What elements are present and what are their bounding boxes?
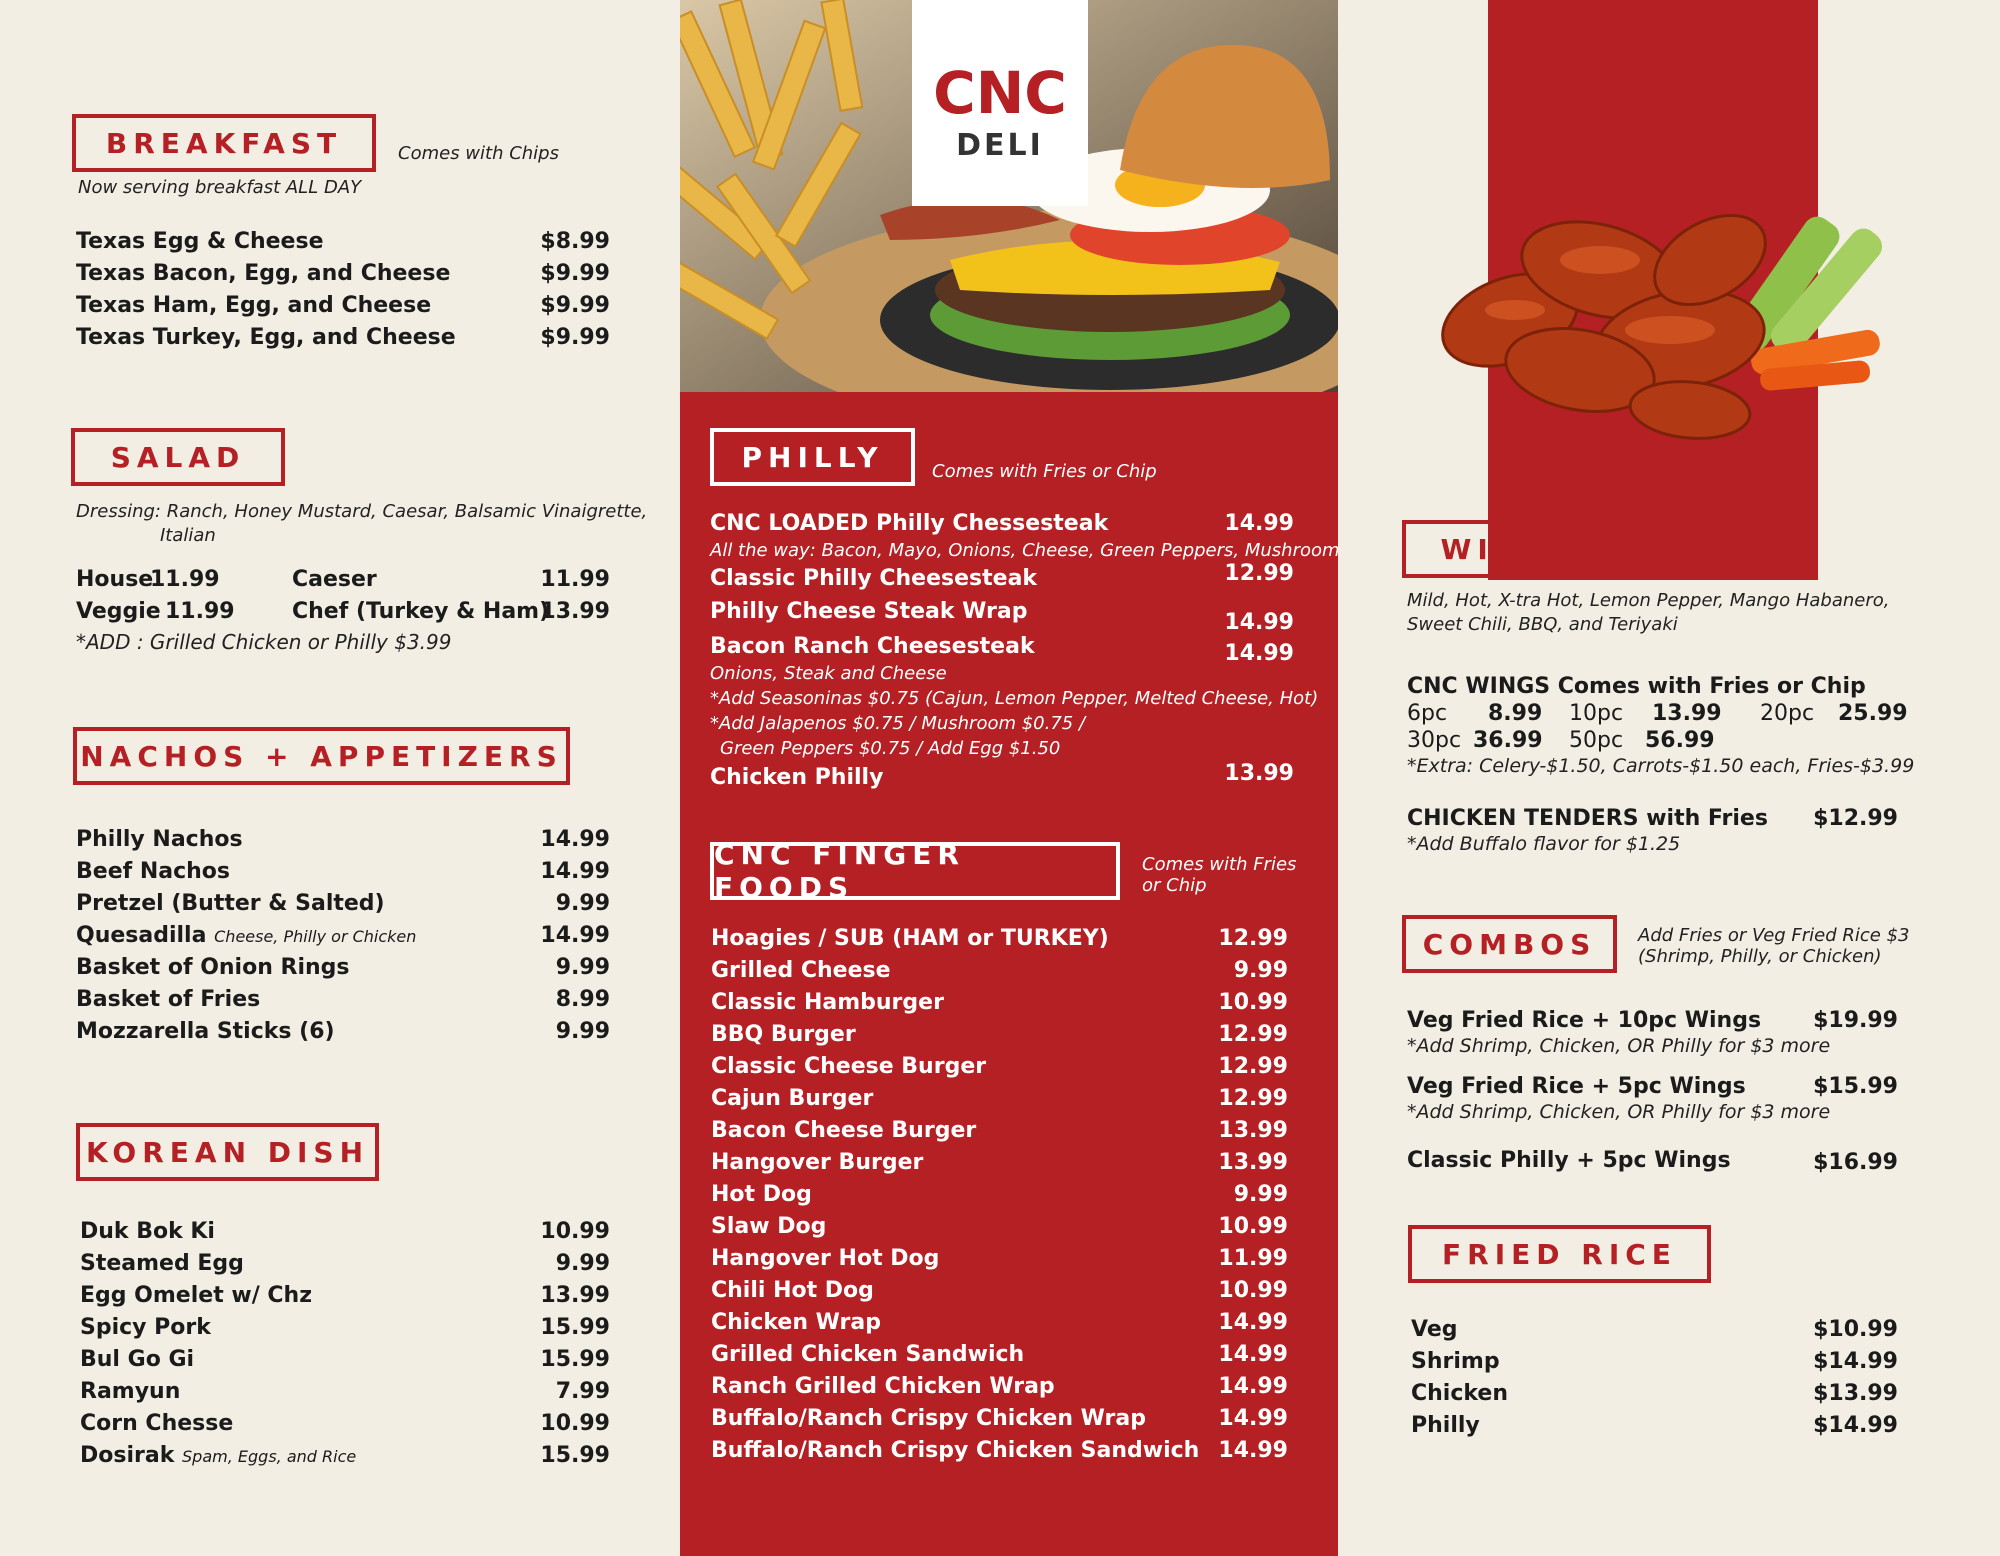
philly-loaded-desc: All the way: Bacon, Mayo, Onions, Cheese, Green Peppers, Mushroom — [710, 540, 1340, 561]
nachos-item-price: 14.99 — [540, 859, 610, 884]
philly-item-name: Philly Cheese Steak Wrap — [710, 599, 1028, 624]
finger-item-price: 14.99 — [1218, 1310, 1288, 1335]
combo-item-name: Classic Philly + 5pc Wings — [1407, 1148, 1731, 1173]
philly-item-price: 12.99 — [1224, 561, 1294, 586]
combo-item-note: *Add Shrimp, Chicken, OR Philly for $3 more — [1407, 1101, 1831, 1123]
finger-item-name: Classic Cheese Burger — [711, 1054, 987, 1079]
finger-item-price: 11.99 — [1218, 1246, 1288, 1271]
finger-foods-title: CNC FINGER FOODS — [710, 842, 1120, 900]
finger-item-price: 13.99 — [1218, 1150, 1288, 1175]
combos-note-cont: (Shrimp, Philly, or Chicken) — [1638, 946, 1882, 967]
nachos-item-price: 14.99 — [540, 827, 610, 852]
fried-rice-item-name: Shrimp — [1411, 1349, 1500, 1374]
salad-title: SALAD — [71, 428, 285, 486]
finger-item-price: 12.99 — [1218, 1022, 1288, 1047]
finger-item-price: 14.99 — [1218, 1438, 1288, 1463]
salad-add-note: *ADD : Grilled Chicken or Philly $3.99 — [76, 630, 452, 654]
wings-title: WINGS — [1402, 520, 1617, 578]
salad-item-name: Caeser — [292, 567, 377, 592]
korean-item-name: Ramyun — [80, 1379, 181, 1404]
finger-item-name: Hot Dog — [711, 1182, 812, 1207]
korean-item-name: Duk Bok Ki — [80, 1219, 215, 1244]
wings-count-price: 36.99 — [1473, 728, 1543, 753]
korean-title: KOREAN DISH — [76, 1123, 379, 1181]
finger-item-price: 12.99 — [1218, 1086, 1288, 1111]
nachos-title: NACHOS + APPETIZERS — [73, 727, 570, 785]
wings-flavors-cont: Sweet Chili, BBQ, and Teriyaki — [1407, 614, 1678, 635]
finger-item-name: Bacon Cheese Burger — [711, 1118, 977, 1143]
korean-item-price: 15.99 — [540, 1347, 610, 1372]
fried-rice-item-name: Chicken — [1411, 1381, 1509, 1406]
wings-count: 50pc — [1569, 728, 1624, 753]
finger-item-name: Slaw Dog — [711, 1214, 827, 1239]
nachos-item-name: Beef Nachos — [76, 859, 231, 884]
finger-item-price: 10.99 — [1218, 1278, 1288, 1303]
wings-count-price: 56.99 — [1645, 728, 1715, 753]
korean-item-desc: Spam, Eggs, and Rice — [182, 1447, 357, 1466]
korean-item-price: 13.99 — [540, 1283, 610, 1308]
finger-item-price: 10.99 — [1218, 1214, 1288, 1239]
finger-item-name: Cajun Burger — [711, 1086, 874, 1111]
breakfast-item-price: $9.99 — [540, 325, 610, 350]
finger-item-name: Hoagies / SUB (HAM or TURKEY) — [711, 926, 1109, 951]
finger-item-name: Buffalo/Ranch Crispy Chicken Sandwich — [711, 1438, 1200, 1463]
fried-rice-item-name: Veg — [1411, 1317, 1458, 1342]
combo-item-price: $19.99 — [1813, 1008, 1898, 1033]
korean-item-price: 15.99 — [540, 1315, 610, 1340]
fried-rice-item-name: Philly — [1411, 1413, 1480, 1438]
breakfast-item-price: $9.99 — [540, 261, 610, 286]
nachos-item-desc: Cheese, Philly or Chicken — [214, 927, 417, 946]
finger-item-name: Chili Hot Dog — [711, 1278, 874, 1303]
salad-item-price: 13.99 — [540, 599, 610, 624]
chicken-tenders-price: $12.99 — [1813, 806, 1898, 831]
korean-item-price: 7.99 — [555, 1379, 610, 1404]
philly-item-price: 14.99 — [1224, 511, 1294, 536]
nachos-item-price: 9.99 — [555, 1019, 610, 1044]
philly-item-name: CNC LOADED Philly Chessesteak — [710, 511, 1109, 536]
korean-item-price: 10.99 — [540, 1411, 610, 1436]
wings-count-price: 8.99 — [1488, 701, 1543, 726]
salad-dressing-cont: Italian — [160, 525, 216, 546]
breakfast-item-price: $9.99 — [540, 293, 610, 318]
finger-item-price: 9.99 — [1233, 958, 1288, 983]
nachos-item-name: Mozzarella Sticks (6) — [76, 1019, 335, 1044]
philly-add-note: *Add Seasoninas $0.75 (Cajun, Lemon Pepper, Melted Cheese, Hot) — [710, 688, 1319, 709]
philly-bacon-desc: Onions, Steak and Cheese — [710, 663, 947, 684]
nachos-item-name: Philly Nachos — [76, 827, 243, 852]
finger-item-name: Hangover Burger — [711, 1150, 924, 1175]
finger-item-price: 12.99 — [1218, 926, 1288, 951]
nachos-item-price: 9.99 — [555, 891, 610, 916]
wings-photo — [1400, 140, 1900, 450]
wings-count: 6pc — [1407, 701, 1448, 726]
wings-count: 10pc — [1569, 701, 1624, 726]
finger-item-name: Buffalo/Ranch Crispy Chicken Wrap — [711, 1406, 1146, 1431]
finger-item-name: Hangover Hot Dog — [711, 1246, 940, 1271]
fried-rice-item-price: $14.99 — [1813, 1349, 1898, 1374]
wings-count: 20pc — [1760, 701, 1815, 726]
breakfast-item-name: Texas Bacon, Egg, and Cheese — [76, 261, 451, 286]
finger-item-name: Classic Hamburger — [711, 990, 944, 1015]
breakfast-title: BREAKFAST — [72, 114, 376, 172]
wings-count-price: 13.99 — [1652, 701, 1722, 726]
breakfast-item-name: Texas Ham, Egg, and Cheese — [76, 293, 432, 318]
nachos-item-name: Basket of Onion Rings — [76, 955, 350, 980]
finger-item-price: 9.99 — [1233, 1182, 1288, 1207]
finger-comes-with: Comes with Fries — [1142, 854, 1297, 875]
philly-add-note: Green Peppers $0.75 / Add Egg $1.50 — [720, 738, 1061, 759]
logo-box — [912, 0, 1088, 206]
wings-flavors: Mild, Hot, X-tra Hot, Lemon Pepper, Mango Habanero, — [1407, 590, 1890, 611]
korean-item-name: Egg Omelet w/ Chz — [80, 1283, 312, 1308]
salad-item-name: House — [76, 567, 154, 592]
nachos-item-price: 9.99 — [555, 955, 610, 980]
finger-item-name: BBQ Burger — [711, 1022, 856, 1047]
korean-item-name-text: Dosirak — [80, 1443, 175, 1468]
finger-item-price: 12.99 — [1218, 1054, 1288, 1079]
combo-item-price: $16.99 — [1813, 1150, 1898, 1175]
philly-comes-with: Comes with Fries or Chip — [932, 461, 1157, 482]
korean-item-price: 10.99 — [540, 1219, 610, 1244]
finger-item-name: Grilled Chicken Sandwich — [711, 1342, 1025, 1367]
nachos-item-price: 14.99 — [540, 923, 610, 948]
finger-item-price: 10.99 — [1218, 990, 1288, 1015]
korean-item-name: Spicy Pork — [80, 1315, 211, 1340]
salad-item-price: 11.99 — [540, 567, 610, 592]
philly-item-name: Chicken Philly — [710, 765, 884, 790]
salad-item-name: Veggie — [76, 599, 161, 624]
philly-add-note: *Add Jalapenos $0.75 / Mushroom $0.75 / — [710, 713, 1086, 734]
korean-item-name: Steamed Egg — [80, 1251, 244, 1276]
nachos-item-name: Basket of Fries — [76, 987, 261, 1012]
korean-item-name: Corn Chesse — [80, 1411, 234, 1436]
breakfast-item-price: $8.99 — [540, 229, 610, 254]
philly-item-name: Classic Philly Cheesesteak — [710, 566, 1038, 591]
chicken-tenders-note: *Add Buffalo flavor for $1.25 — [1407, 833, 1681, 855]
finger-item-price: 14.99 — [1218, 1342, 1288, 1367]
finger-item-price: 14.99 — [1218, 1406, 1288, 1431]
fried-rice-item-price: $10.99 — [1813, 1317, 1898, 1342]
fried-rice-item-price: $14.99 — [1813, 1413, 1898, 1438]
philly-item-price: 14.99 — [1224, 610, 1294, 635]
korean-item-price: 15.99 — [540, 1443, 610, 1468]
cnc-wings-heading: CNC WINGS Comes with Fries or Chip — [1407, 674, 1866, 699]
fried-rice-title: FRIED RICE — [1408, 1225, 1711, 1283]
logo-name: CNC — [933, 58, 1067, 127]
salad-item-price: 11.99 — [150, 567, 220, 592]
korean-item-name: Bul Go Gi — [80, 1347, 195, 1372]
korean-item-price: 9.99 — [555, 1251, 610, 1276]
breakfast-item-name: Texas Turkey, Egg, and Cheese — [76, 325, 456, 350]
combo-item-name: Veg Fried Rice + 10pc Wings — [1407, 1008, 1762, 1033]
finger-item-name: Ranch Grilled Chicken Wrap — [711, 1374, 1055, 1399]
philly-item-price: 14.99 — [1224, 641, 1294, 666]
wings-image — [1400, 140, 1900, 450]
salad-item-price: 11.99 — [165, 599, 235, 624]
breakfast-comes-with: Comes with Chips — [398, 143, 559, 164]
combos-title: COMBOS — [1402, 915, 1617, 973]
combo-item-name: Veg Fried Rice + 5pc Wings — [1407, 1074, 1746, 1099]
finger-item-name: Chicken Wrap — [711, 1310, 881, 1335]
chicken-tenders-name: CHICKEN TENDERS with Fries — [1407, 806, 1768, 831]
fried-rice-item-price: $13.99 — [1813, 1381, 1898, 1406]
logo-subtitle: DELI — [956, 127, 1044, 163]
wings-count: 30pc — [1407, 728, 1462, 753]
nachos-item-name: Pretzel (Butter & Salted) — [76, 891, 385, 916]
combos-note: Add Fries or Veg Fried Rice $3 — [1638, 925, 1910, 946]
philly-title: PHILLY — [710, 428, 915, 486]
philly-item-name: Bacon Ranch Cheesesteak — [710, 634, 1035, 659]
breakfast-item-name: Texas Egg & Cheese — [76, 229, 324, 254]
finger-item-price: 14.99 — [1218, 1374, 1288, 1399]
philly-item-price: 13.99 — [1224, 761, 1294, 786]
combo-item-price: $15.99 — [1813, 1074, 1898, 1099]
nachos-item-name-text: Quesadilla — [76, 923, 207, 948]
finger-comes-with-cont: or Chip — [1142, 875, 1207, 896]
breakfast-note: Now serving breakfast ALL DAY — [78, 177, 362, 198]
finger-item-name: Grilled Cheese — [711, 958, 891, 983]
nachos-item-price: 8.99 — [555, 987, 610, 1012]
korean-item-name — [80, 1443, 356, 1468]
wings-extra-note: *Extra: Celery-$1.50, Carrots-$1.50 each, Fries-$3.99 — [1407, 755, 1915, 777]
nachos-item-name — [76, 923, 416, 948]
salad-dressing: Dressing: Ranch, Honey Mustard, Caesar, Balsamic Vinaigrette, — [76, 501, 648, 522]
combo-item-note: *Add Shrimp, Chicken, OR Philly for $3 more — [1407, 1035, 1831, 1057]
salad-item-name: Chef (Turkey & Ham) — [292, 599, 550, 624]
finger-item-price: 13.99 — [1218, 1118, 1288, 1143]
wings-count-price: 25.99 — [1838, 701, 1908, 726]
